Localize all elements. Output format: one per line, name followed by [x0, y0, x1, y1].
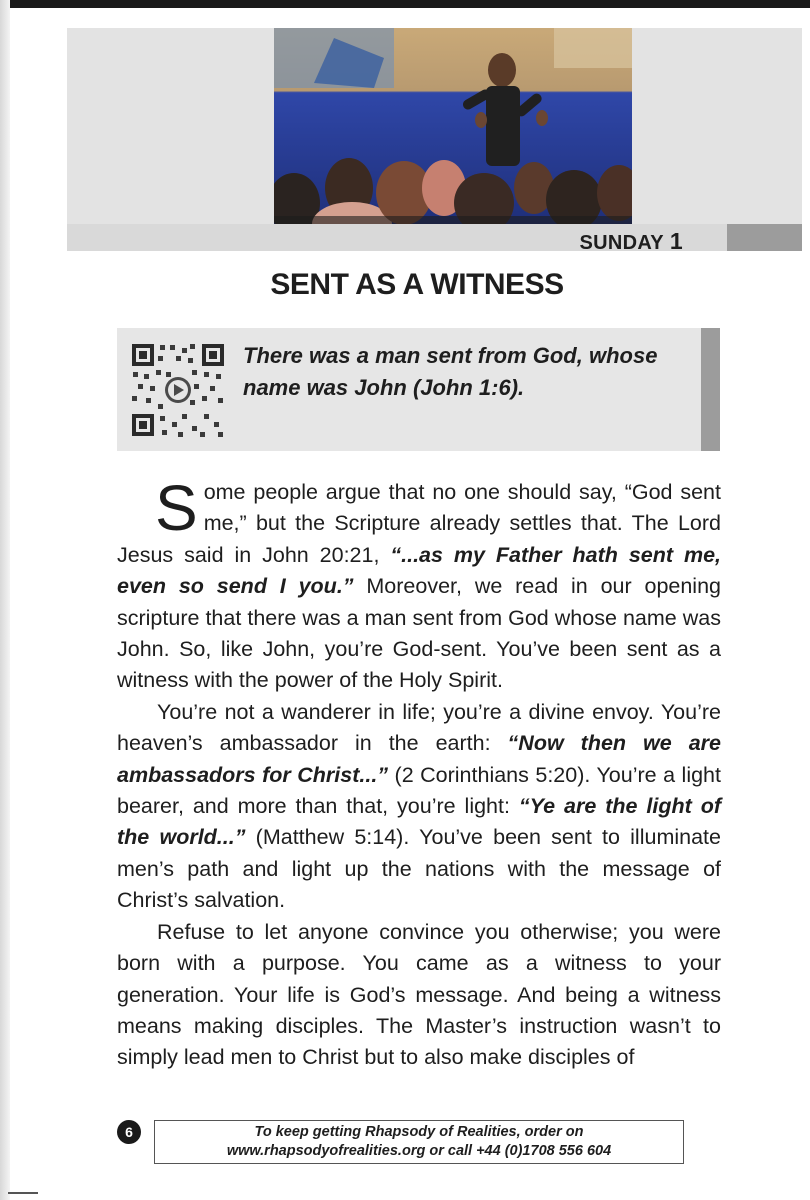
page-title: SENT AS A WITNESS — [270, 268, 564, 301]
paragraph-1-text-a: ome people argue that no one should say, “God sent me,” but the Scripture already settles that. The Lord Jesus said in John 20:21, — [117, 480, 721, 567]
footer-line-1: To keep getting Rhapsody of Realities, order on — [254, 1124, 584, 1140]
day-accent-box — [727, 224, 802, 251]
drop-cap: S — [155, 472, 198, 544]
paragraph-1 — [117, 472, 722, 697]
paragraph-3-text: Refuse to let anyone convince you otherwise; you were born with a purpose. You came as a witness to your generation. Your life is God’s message. And being a witness means making disciples. The Master’s instruction wasn’t to simply lead men to Christ but to also make disciples of — [117, 919, 721, 1070]
paragraph-3 — [117, 917, 721, 1074]
page-edge — [0, 0, 10, 1200]
qr-code-icon[interactable] — [130, 342, 226, 438]
paragraph-2 — [117, 697, 721, 917]
footer-order-box — [154, 1120, 684, 1164]
header-photo — [274, 28, 632, 224]
scripture-quote-matthew: “Ye are the light of the world...” — [117, 794, 721, 850]
bottom-divider — [8, 1192, 38, 1194]
paragraph-2-text-b: (2 Corinthians 5:20). You’re a light bearer, and more than that, you’re light: — [117, 762, 721, 819]
day-number: 1 — [669, 228, 683, 254]
footer-line-2[interactable]: www.rhapsodyofrealities.org or call +44 (0)1708 556 604 — [226, 1143, 612, 1159]
devotional-body — [117, 472, 722, 1074]
day-label — [579, 228, 683, 255]
opening-verse: There was a man sent from God, whose name was John (John 1:6). — [243, 343, 658, 400]
top-strip — [0, 0, 810, 8]
day-name: SUNDAY — [579, 232, 664, 254]
verse-box-edge — [701, 328, 720, 451]
page-number: 6 — [117, 1120, 141, 1144]
scripture-quote-2-corinthians: “Now then we are ambassadors for Christ...” — [117, 731, 721, 787]
paragraph-2-text-a: You’re not a wanderer in life; you’re a divine envoy. You’re heaven’s ambassador in the earth: — [117, 699, 721, 756]
paragraph-2-text-c: (Matthew 5:14). You’ve been sent to illuminate men’s path and light up the nations with the message of Christ’s salvation. — [117, 825, 721, 913]
scripture-quote-john-20-21: “...as my Father hath sent me, even so send I you.” — [117, 542, 722, 599]
paragraph-1-text-b: Moreover, we read in our opening scripture that there was a man sent from God whose name was John. So, like John, you’re God-sent. You’ve been sent as a witness with the power of the Holy Spirit. — [117, 574, 722, 693]
preacher-photo — [274, 28, 632, 224]
day-bar — [67, 224, 727, 254]
